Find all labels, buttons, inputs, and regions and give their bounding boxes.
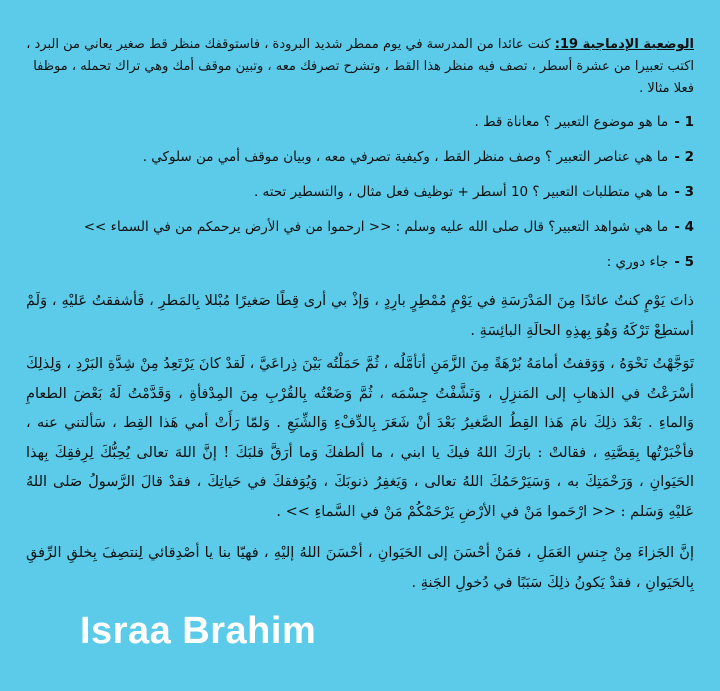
question-text: ما هي متطلبات التعبير ؟ 10 أسطر + توظيف فعل مثال ، والتسطير تحته . bbox=[253, 184, 669, 200]
question-number: 5 - bbox=[674, 254, 694, 270]
essay-paragraph-2: تَوَجَّهْتُ نَحْوَهُ ، وَوَقفتُ أمامَهُ بُرْهَةً مِنَ الزَّمَنِ أتأمَّلُه ، ثُمَّ حَمَلْتُه بَيْنَ ذِراعَيَّ ، لَقدْ كانَ يَرْتَعِدُ مِنْ شِدَّةِ البَرْدِ ، وَلِذلِكَ أسْرَعْتُ في الذهابِ إلى المَنزِلِ ، وَنَشَّفْتُ جِسْمَه ، ثُمَّ وَضَعْتُه بِالقُرْبِ مِنَ المِدْفأةِ ، وَقَدَّمْتُ لَهُ بَعْضَ الطعامِ وَالماءِ . بَعْدَ ذلِكَ نامَ هَذا القِطُ الصَّغيرُ بَعْدَ أنْ شَعَرَ بِالدِّفْءِ وَالشِّبَعِ . وَلمّا رَأَتْ أمي هَذا القِط ، سَألتني عنه ، فأخْبَرْتُها بِقِصَّتِهِ ، فقالتْ : بارَكَ اللهُ فيكَ يا ابني ، ما ألطفكَ وَما أرَقَّ قلبَكَ ! إنَّ اللهَ تعالى يُحِبُّكَ لِرِفقِكَ بِهذا الحَيَوانِ ، وَرَحْمَتِكَ به ، وَسَيَرْحَمُكَ اللهُ تعالى ، وَيَغفِرُ ذنوبَكَ ، وَيُوَفقكَ في حَياتِكَ ، فقدْ قالَ الرَّسولُ صَلى اللهُ عَليْهِ وَسَلم : << ارْحَموا مَنْ في الأرْضِ يَرْحَمْكُمْ مَنْ في السَّماءِ >> . bbox=[26, 356, 694, 520]
question-text: ما هو موضوع التعبير ؟ معاناة قط . bbox=[474, 114, 669, 130]
question-item bbox=[26, 112, 694, 132]
essay-paragraph-3: إنَّ الجَزاءَ مِنْ جِنسِ العَمَلِ ، فمَنْ أحْسَنَ إلى الحَيَوانِ ، أحْسَنَ اللهُ إليْهِ ، فهيّا بنا يا أصْدِقائي لِنتصِفَ بِخلقِ الرِّفقِ بِالحَيَوانِ ، فقدْ يَكونُ ذلِكَ سَبَبًا في دُخولِ الجَنةِ . bbox=[26, 545, 694, 591]
question-text: ما هي شواهد التعبير؟ قال صلى الله عليه وسلم : << ارحموا من في الأرض يرحمكم من في السماء >> bbox=[83, 219, 669, 235]
question-item bbox=[26, 217, 694, 237]
situation-title: الوضعية الإدماجية 19: bbox=[554, 37, 694, 52]
question-text: ما هي عناصر التعبير ؟ وصف منظر القط ، وكيفية تصرفي معه ، وبيان موقف أمي من سلوكي . bbox=[142, 149, 669, 165]
question-item bbox=[26, 252, 694, 272]
essay-answer bbox=[26, 287, 694, 598]
questions-list bbox=[26, 112, 694, 272]
question-number: 2 - bbox=[674, 149, 694, 165]
question-text: جاء دوري : bbox=[606, 254, 669, 270]
question-number: 3 - bbox=[674, 184, 694, 200]
question-item bbox=[26, 147, 694, 167]
question-number: 4 - bbox=[674, 219, 694, 235]
question-number: 1 - bbox=[674, 114, 694, 130]
question-item bbox=[26, 182, 694, 202]
situation-text: كنت عائدا من المدرسة في يوم ممطر شديد البرودة ، فاستوقفك منظر قط صغير يعاني من البرد ، اكتب تعبيرا من عشرة أسطر ، تصف فيه منظر هذا القط ، وتشرح تصرفك معه ، وتبين موقف أمك وهي تراك تحمله ، موظفا فعلا مثالا . bbox=[26, 37, 694, 96]
author-watermark: Israa Brahim bbox=[80, 610, 317, 652]
essay-paragraph-1: ذاتَ يَوْمٍ كنتُ عائدًا مِنَ المَدْرَسَةِ في يَوْمٍ مُمْطِرٍ بارِدٍ ، وَإذْ بي أرى قِطًا صَغيرًا مُبْللا بِالمَطرِ ، فَأشفقتُ عَليْهِ ، وَلَمْ أستطِعْ تَرْكَهُ وَهُوَ بِهذِهِ الحالَةِ البائِسَةِ . bbox=[26, 293, 694, 339]
integration-situation bbox=[26, 34, 694, 100]
